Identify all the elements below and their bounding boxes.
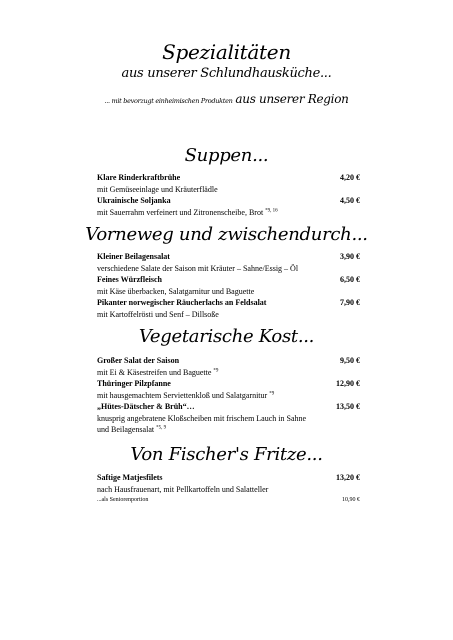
section-vegetarisch	[97, 355, 360, 436]
item-description-text: mit Ei & Käsestreifen und Baguette	[97, 367, 212, 377]
item-name: Thüringer Pilzpfanne	[97, 379, 171, 388]
menu-item	[97, 472, 360, 484]
item-name: Klare Rinderkraftbrühe	[97, 173, 181, 182]
allergen-note: *9, 16	[265, 207, 278, 213]
menu-item	[97, 251, 360, 263]
section-fischer	[97, 472, 360, 507]
item-description	[97, 367, 360, 379]
allergen-note: *5, 9	[156, 425, 167, 431]
menu-item	[97, 274, 360, 286]
item-price: 12,90 €	[336, 379, 360, 388]
menu-item	[97, 355, 360, 367]
item-price: 6,50 €	[340, 275, 360, 284]
section-suppen	[97, 172, 360, 218]
senior-portion-price: 10,90 €	[342, 497, 360, 503]
menu-item	[97, 297, 360, 309]
item-description-text: und Beilagensalat	[97, 425, 155, 434]
page-subtitle: aus unserer Schlundhausküche...	[121, 66, 332, 81]
item-description	[97, 424, 360, 436]
section-title-suppen: Suppen...	[184, 145, 269, 166]
item-price: 13,20 €	[336, 473, 360, 482]
allergen-note: *9	[213, 367, 219, 373]
section-title-vegetarisch: Vegetarische Kost...	[138, 326, 315, 347]
item-description: nach Hausfrauenart, mit Pellkartoffeln und Salatteller	[97, 484, 269, 494]
menu-item	[97, 378, 360, 390]
menu-item	[97, 401, 360, 413]
page-tagline	[0, 92, 453, 106]
item-price: 13,50 €	[336, 402, 360, 411]
section-title-fischer: Von Fischer's Fritze...	[130, 444, 323, 465]
senior-portion-label: ...als Seniorenportion	[97, 497, 149, 503]
item-name: Saftige Matjesfilets	[97, 473, 163, 482]
allergen-note: *9	[269, 390, 275, 396]
item-description	[97, 207, 360, 219]
item-price: 3,90 €	[340, 252, 360, 261]
tagline-large: aus unserer Region	[235, 92, 349, 106]
item-price: 4,20 €	[340, 173, 360, 182]
item-description: mit Käse überbacken, Salatgarnitur und Baguette	[97, 286, 255, 296]
item-name: Pikanter norwegischer Räucherlachs an Feldsalat	[97, 298, 267, 307]
item-description-text: mit hausgemachtem Serviettenkloß und Salatgarnitur	[97, 390, 268, 400]
item-price: 4,50 €	[340, 196, 360, 205]
item-description: mit Gemüseeinlage und Kräuterflädle	[97, 184, 218, 194]
page-title: Spezialitäten	[162, 40, 291, 64]
item-price: 9,50 €	[340, 356, 360, 365]
tagline-small: ... mit bevorzugt einheimischen Produkten	[104, 97, 233, 105]
item-name: Feines Würzfleisch	[97, 275, 162, 284]
item-description-text: mit Sauerrahm verfeinert und Zitronenscheibe, Brot	[97, 207, 264, 217]
item-name: Ukrainische Soljanka	[97, 196, 171, 205]
section-title-vorneweg: Vorneweg und zwischendurch...	[85, 224, 368, 245]
item-description	[97, 390, 360, 402]
senior-portion	[97, 495, 360, 507]
item-name: Großer Salat der Saison	[97, 356, 180, 365]
item-description: verschiedene Salate der Saison mit Kräuter – Sahne/Essig – Öl	[97, 263, 299, 273]
menu-item	[97, 195, 360, 207]
item-description: knusprig angebratene Kloßscheiben mit frischem Lauch in Sahne	[97, 413, 307, 423]
item-price: 7,90 €	[340, 298, 360, 307]
item-name: Kleiner Beilagensalat	[97, 252, 170, 261]
section-vorneweg	[97, 251, 360, 320]
item-name: „Hütes-Dätscher & Brüh“…	[97, 402, 195, 411]
menu-item	[97, 172, 360, 184]
item-description: mit Kartoffelrösti und Senf – Dillsoße	[97, 309, 219, 319]
